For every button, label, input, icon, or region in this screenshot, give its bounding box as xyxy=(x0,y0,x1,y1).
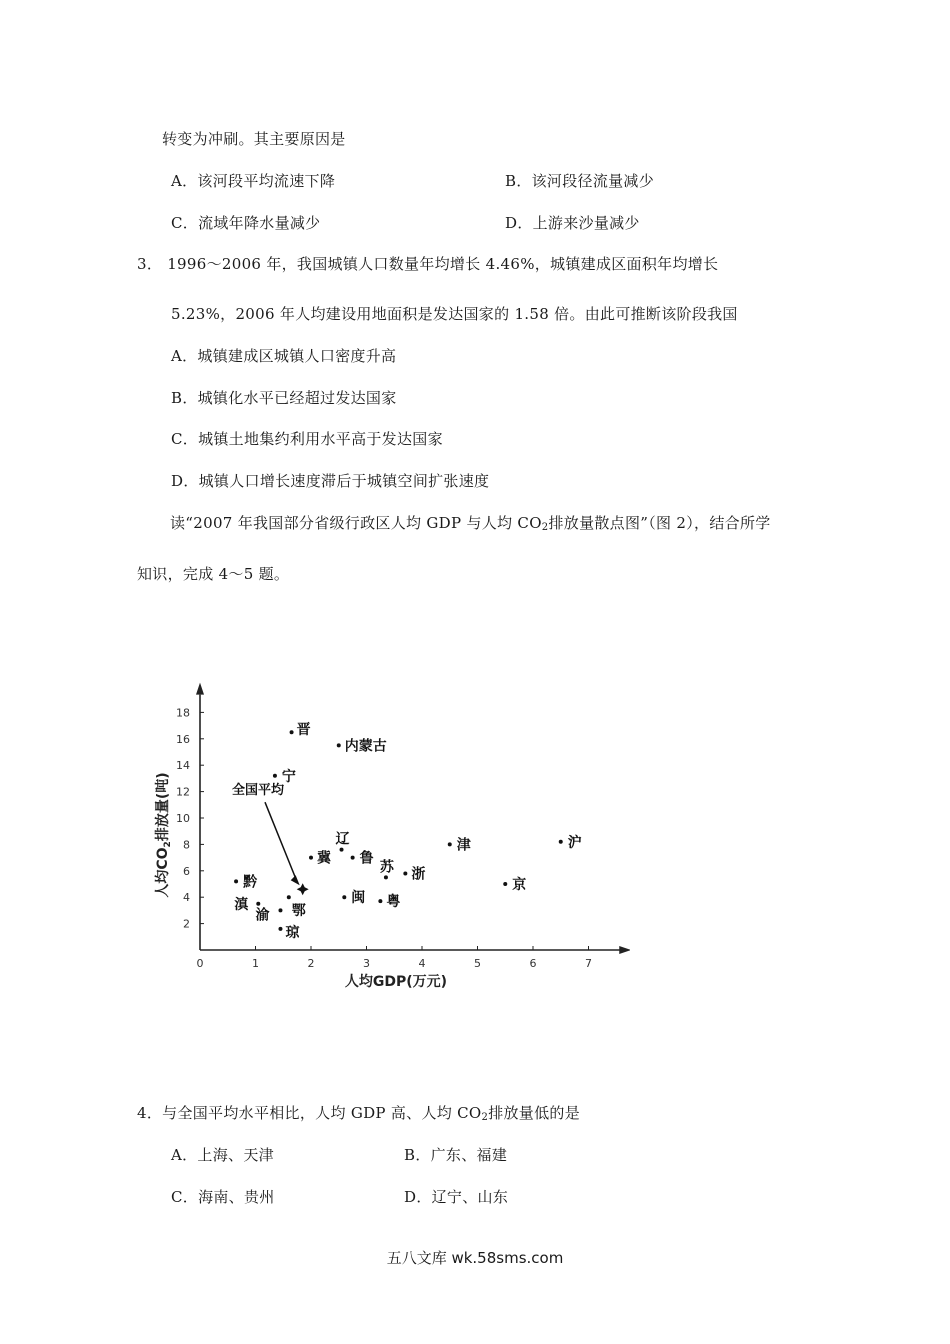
data-point xyxy=(290,730,294,734)
data-point-label: 黔 xyxy=(243,874,258,891)
scatter-chart xyxy=(150,675,630,995)
x-axis-arrow xyxy=(619,946,630,954)
data-point-label: 晋 xyxy=(296,722,311,739)
x-tick-label: 1 xyxy=(252,957,259,970)
q2-option-c: C．流域年降水量减少 xyxy=(171,214,321,232)
data-point xyxy=(378,899,382,903)
y-tick-label: 8 xyxy=(183,838,190,852)
x-tick-label: 5 xyxy=(474,957,481,970)
q4-option-d: D．辽宁、山东 xyxy=(404,1188,509,1206)
footer-watermark: 五八文库 wk.58sms.com xyxy=(386,1249,564,1267)
data-point xyxy=(403,871,407,875)
y-tick-label: 14 xyxy=(176,759,190,773)
data-point-label: 渝 xyxy=(255,907,270,924)
data-point xyxy=(351,856,355,860)
data-point xyxy=(342,895,346,899)
data-point-label: 滇 xyxy=(234,896,249,913)
national-average-star xyxy=(297,883,309,895)
data-point-label: 琼 xyxy=(285,924,300,941)
y-tick-label: 6 xyxy=(183,864,190,878)
data-point xyxy=(287,895,291,899)
y-tick-label: 18 xyxy=(176,706,190,720)
chart-points xyxy=(234,721,582,941)
data-point-label: 苏 xyxy=(379,859,394,876)
data-point xyxy=(273,774,277,778)
data-point-label: 京 xyxy=(512,877,527,893)
y-tick-label: 12 xyxy=(176,785,190,799)
pointer-arrowhead xyxy=(291,875,300,885)
national-average-label: 全国平均 xyxy=(232,783,285,799)
q2-option-d: D．上游来沙量减少 xyxy=(505,214,640,232)
data-point-label: 内蒙古 xyxy=(344,738,387,755)
data-point xyxy=(256,902,260,906)
y-tick-label: 16 xyxy=(176,732,190,746)
figure-intro-line-2: 知识，完成 4～5 题。 xyxy=(137,565,290,583)
x-tick-label: 0 xyxy=(196,957,204,970)
data-point xyxy=(340,848,344,852)
question-3-line-1: 3． 1996～2006 年，我国城镇人口数量年均增长 4.46%，城镇建成区面积年均增长 xyxy=(137,255,719,273)
data-point xyxy=(278,927,282,931)
q3-option-d: D．城镇人口增长速度滞后于城镇空间扩张速度 xyxy=(171,472,490,490)
q4-option-a: A．上海、天津 xyxy=(171,1146,274,1164)
q2-option-a: A．该河段平均流速下降 xyxy=(171,172,336,190)
y-tick-label: 10 xyxy=(176,812,190,825)
q2-option-b: B．该河段径流量减少 xyxy=(505,172,655,190)
question-4-stem: 4．与全国平均水平相比，人均 GDP 高、人均 $CO_2$排放量低的是 xyxy=(137,1104,581,1123)
data-point-label: 沪 xyxy=(567,834,582,851)
x-tick-label: 4 xyxy=(418,957,426,970)
data-point-label: 闽 xyxy=(351,890,366,907)
question-2-stem-end: 转变为冲刷。其主要原因是 xyxy=(162,130,346,148)
q3-option-b: B．城镇化水平已经超过发达国家 xyxy=(171,389,397,407)
data-point-label: 冀 xyxy=(317,850,331,867)
data-point-label: 津 xyxy=(456,837,471,854)
x-axis-label: 人均GDP(万元) xyxy=(344,974,448,990)
y-axis-label: 人均$CO_2$排放量(吨) xyxy=(155,772,173,898)
q3-option-a: A．城镇建成区城镇人口密度升高 xyxy=(171,347,397,365)
data-point xyxy=(384,875,388,879)
x-tick-label: 6 xyxy=(529,957,537,970)
data-point-label: 辽 xyxy=(335,831,350,848)
data-point xyxy=(337,743,341,747)
x-tick-label: 2 xyxy=(307,957,315,970)
data-point xyxy=(309,856,313,860)
y-tick-label: 2 xyxy=(183,917,190,931)
data-point-label: 浙 xyxy=(411,866,426,883)
data-point xyxy=(503,882,507,886)
x-tick-label: 3 xyxy=(363,957,370,970)
data-point-label: 鲁 xyxy=(359,850,374,867)
q3-option-c: C．城镇土地集约利用水平高于发达国家 xyxy=(171,430,443,448)
figure-intro-line-1: 读“2007 年我国部分省级行政区人均 GDP 与人均 $CO_2$排放量散点图”（图 2），结合所学 xyxy=(170,514,771,533)
q4-option-c: C．海南、贵州 xyxy=(171,1188,275,1206)
q4-option-b: B．广东、福建 xyxy=(404,1146,508,1164)
data-point xyxy=(234,879,238,883)
data-point xyxy=(448,842,452,846)
data-point xyxy=(559,840,563,844)
data-point xyxy=(278,908,282,912)
question-3-line-2: 5.23%，2006 年人均建设用地面积是发达国家的 1.58 倍。由此可推断该阶段我国 xyxy=(171,305,738,323)
data-point-label: 鄂 xyxy=(291,903,306,920)
x-tick-label: 7 xyxy=(585,957,592,970)
y-tick-label: 4 xyxy=(183,891,190,905)
data-point-label: 宁 xyxy=(281,768,296,785)
data-point-label: 粤 xyxy=(386,894,401,911)
pointer-arrow-line xyxy=(265,802,298,883)
y-axis-arrow xyxy=(196,683,204,695)
